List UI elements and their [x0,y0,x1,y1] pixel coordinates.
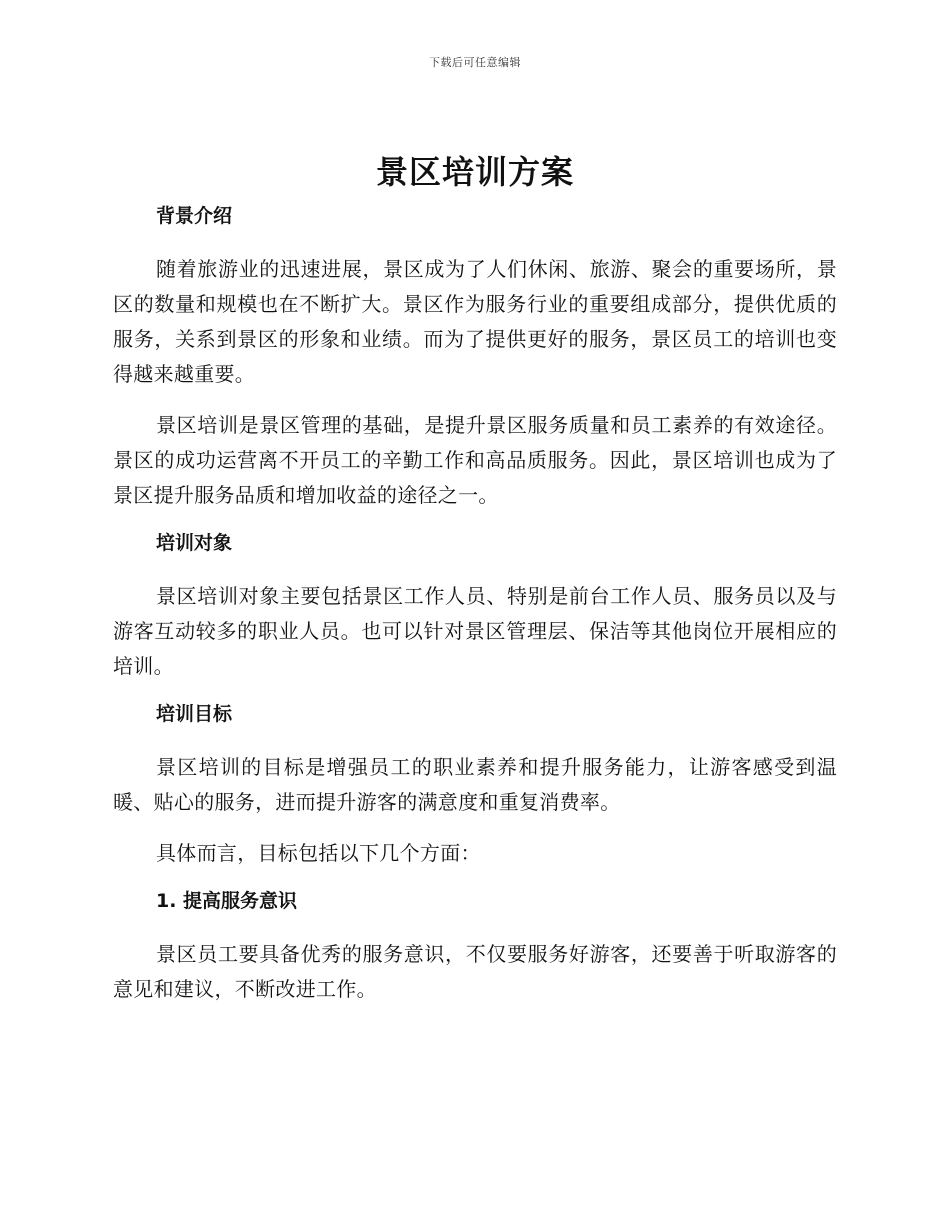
section-training-target-audience [113,529,837,684]
page-header-note: 下载后可任意编辑 [429,56,521,69]
paragraph: 景区培训对象主要包括景区工作人员、特别是前台工作人员、服务员以及与游客互动较多的职业人员。也可以针对景区管理层、保洁等其他岗位开展相应的培训。 [113,584,837,678]
paragraph: 具体而言，目标包括以下几个方面： [156,841,481,865]
document-body [113,148,837,1023]
paragraph: 景区培训的目标是增强员工的职业素养和提升服务能力，让游客感受到温暖、贴心的服务，进而提升游客的满意度和重复消费率。 [113,755,837,814]
section-heading: 培训目标 [156,703,233,725]
paragraph: 景区员工要具备优秀的服务意识，不仅要服务好游客，还要善于听取游客的意见和建议，不断改进工作。 [113,942,837,1001]
section-training-goals [113,700,837,871]
section-heading: 背景介绍 [156,205,233,227]
section-service-awareness [113,887,837,1007]
section-heading: 培训对象 [156,532,233,554]
paragraph: 随着旅游业的迅速进展，景区成为了人们休闲、旅游、聚会的重要场所，景区的数量和规模也在不断扩大。景区作为服务行业的重要组成部分，提供优质的服务，关系到景区的形象和业绩。而为了提供更好的服务，景区员工的培训也变得越来越重要。 [113,257,837,386]
document-title: 景区培训方案 [375,153,574,191]
section-background [113,202,837,513]
paragraph: 景区培训是景区管理的基础，是提升景区服务质量和员工素养的有效途径。景区的成功运营离不开员工的辛勤工作和高品质服务。因此，景区培训也成为了景区提升服务品质和增加收益的途径之一。 [113,413,837,507]
section-heading: 1. 提高服务意识 [156,890,298,912]
